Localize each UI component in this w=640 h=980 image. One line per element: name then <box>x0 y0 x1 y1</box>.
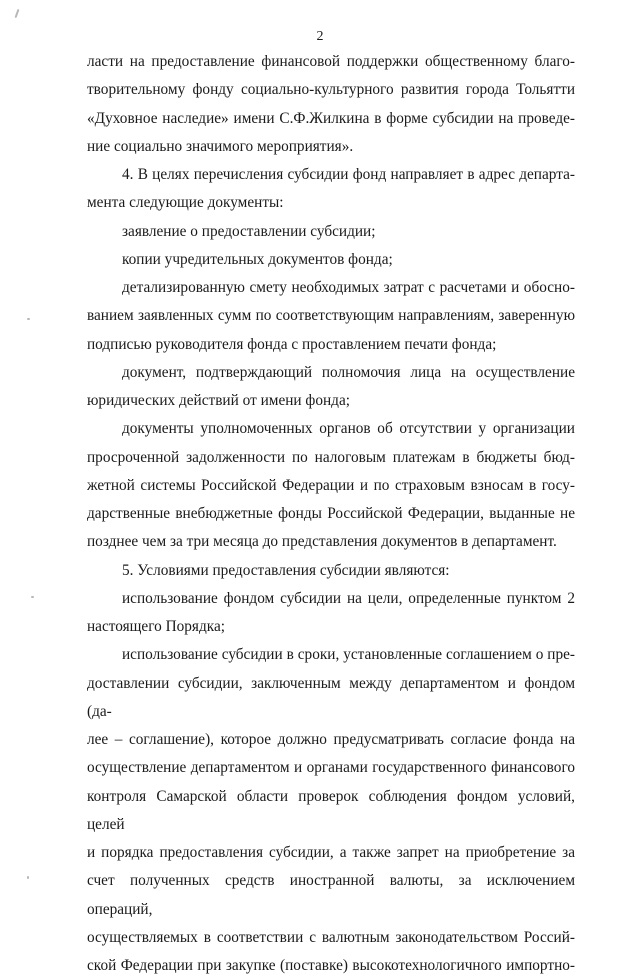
text-line: использование фондом субсидии на цели, определенные пунктом 2 <box>122 589 575 607</box>
text-line: 5. Условиями предоставления субсидии являются: <box>122 561 450 579</box>
text-line: позднее чем за три месяца до представления документов в департамент. <box>87 533 557 551</box>
text-line: лее – соглашение), которое должно предусматривать согласие фонда на <box>87 731 575 748</box>
text-line: детализированную смету необходимых затрат с расчетами и обосно- <box>122 279 575 296</box>
text-line: юридических действий от имени фонда; <box>87 392 351 409</box>
text-line: заявление о предоставлении субсидии; <box>122 222 376 240</box>
text-line: просроченной задолженности по налоговым платежам в бюджеты бюд- <box>87 448 575 466</box>
text-line: осуществляемых в соответствии с валютным законодательством Россий- <box>87 928 575 946</box>
scan-speck <box>27 876 29 879</box>
text-line: счет полученных средств иностранной валюты, за исключением операций, <box>87 872 575 918</box>
text-line: подписью руководителя фонда с проставлением печати фонда; <box>87 335 497 353</box>
text-line: доставлении субсидии, заключенным между департаментом и фондом (да- <box>87 674 575 720</box>
text-line: осуществление департаментом и органами государственного финансового <box>87 759 575 777</box>
text-line: дарственные внебюджетные фонды Российской Федерации, выданные не <box>87 505 575 522</box>
text-line: и порядка предоставления субсидии, а также запрет на приобретение за <box>87 844 575 861</box>
scan-speck <box>15 9 20 18</box>
page-number: 2 <box>316 29 324 44</box>
text-line: контроля Самарской области проверок соблюдения фондом условий, целей <box>87 787 575 833</box>
text-line: жетной системы Российской Федерации и по страховым взносам в госу- <box>87 476 575 494</box>
text-line: ласти на предоставление финансовой поддержки общественному благо- <box>87 53 575 70</box>
text-line: ние социально значимого мероприятия». <box>87 137 354 155</box>
text-line: использование субсидии в сроки, установленные соглашением о пре- <box>122 646 575 664</box>
text-line: ской Федерации при закупке (поставке) высокотехнологичного импортно- <box>87 957 575 974</box>
text-line: «Духовное наследие» имени С.Ф.Жилкина в форме субсидии на проведе- <box>87 109 575 127</box>
text-line: настоящего Порядка; <box>87 618 225 635</box>
scan-speck <box>31 596 34 598</box>
scan-speck <box>27 318 30 320</box>
text-line: копии учредительных документов фонда; <box>122 250 393 268</box>
text-line: ванием заявленных сумм по соответствующим направлениям, заверенную <box>87 307 575 325</box>
document-body <box>87 48 575 980</box>
text-line: мента следующие документы: <box>87 194 284 212</box>
text-line: документы уполномоченных органов об отсутствии у организации <box>122 420 575 438</box>
text-line: творительному фонду социально-культурного развития города Тольятти <box>87 81 575 99</box>
text-line: 4. В целях перечисления субсидии фонд направляет в адрес департа- <box>122 166 575 183</box>
text-line: документ, подтверждающий полномочия лица на осуществление <box>122 363 575 381</box>
